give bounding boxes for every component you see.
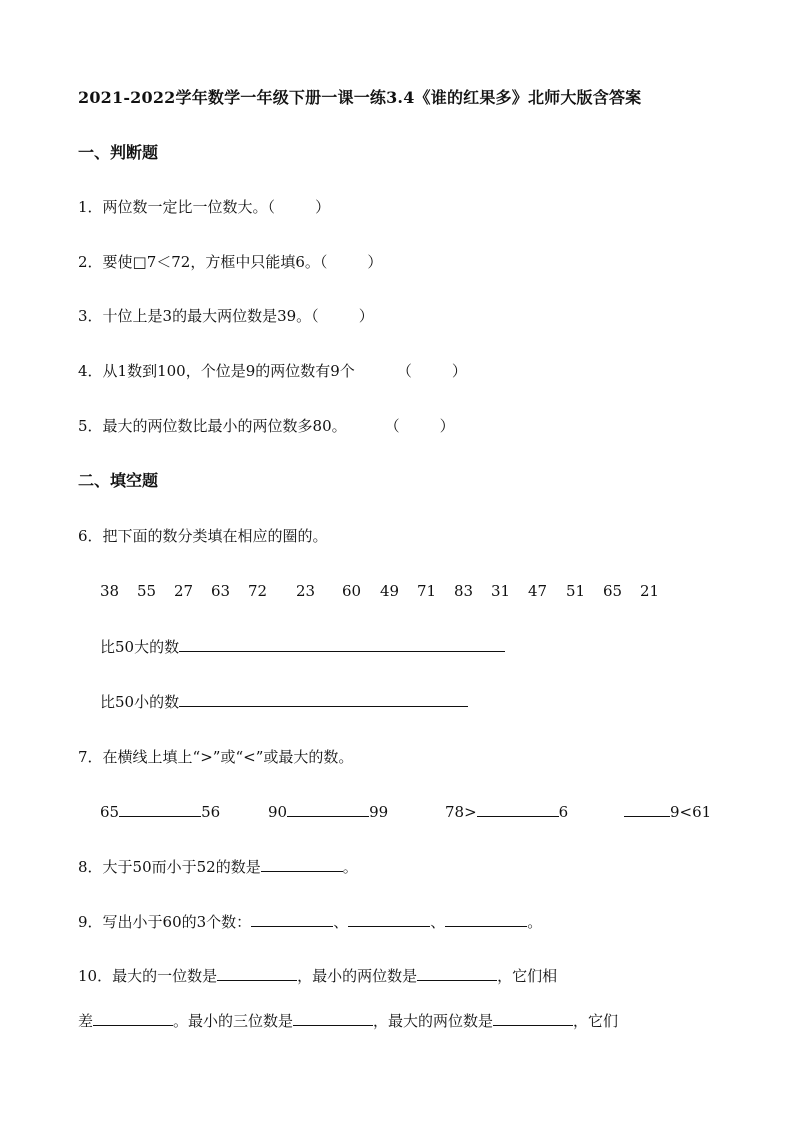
smaller-label: 比50小的数	[100, 693, 180, 711]
question-number: 7．	[78, 748, 103, 766]
answer-blank[interactable]	[261, 857, 343, 872]
close-paren: ）	[451, 362, 467, 380]
question-number: 9．	[78, 913, 103, 931]
number-item: 63	[211, 582, 231, 600]
question-number: 1．	[78, 198, 103, 216]
number-item: 38	[100, 582, 120, 600]
separator: 、	[430, 913, 446, 931]
open-paren: （	[384, 417, 400, 435]
answer-blank[interactable]	[417, 966, 497, 981]
section-heading-fill-blank: 二、填空题	[78, 471, 159, 490]
number-item: 47	[528, 582, 548, 600]
bigger-than-50-row	[100, 637, 505, 657]
answer-blank-2[interactable]	[348, 912, 430, 927]
question-text: 。最小的三位数是	[173, 1012, 294, 1030]
compare-blank[interactable]	[477, 802, 559, 817]
question-text: 大于50而小于52的数是	[102, 858, 261, 876]
open-paren: （	[396, 362, 412, 380]
question-text: 在横线上填上“>”或“<”或最大的数。	[102, 748, 354, 766]
number-item: 55	[137, 582, 157, 600]
question-2	[78, 252, 382, 272]
number-item: 65	[603, 582, 623, 600]
question-text: 把下面的数分类填在相应的圈的。	[102, 527, 328, 545]
question-text: 差	[78, 1012, 94, 1030]
question-text: ，它们	[573, 1012, 619, 1030]
bigger-answer-blank[interactable]	[179, 637, 505, 652]
compare-left: 90	[268, 803, 288, 821]
compare-left: 65	[100, 803, 120, 821]
compare-right: 99	[369, 803, 389, 821]
number-item: 72	[248, 582, 268, 600]
compare-right: 56	[201, 803, 221, 821]
question-number: 4．	[78, 362, 103, 380]
separator: 、	[333, 913, 349, 931]
answer-blank[interactable]	[293, 1011, 373, 1026]
compare-blank[interactable]	[287, 802, 369, 817]
question-text: 十位上是3的最大两位数是39。（	[102, 307, 319, 325]
question-number: 2．	[78, 253, 103, 271]
compare-right: 9<61	[670, 803, 712, 821]
question-6	[78, 526, 328, 546]
compare-item-4	[624, 802, 711, 822]
bigger-label: 比50大的数	[100, 638, 180, 656]
question-text: 两位数一定比一位数大。（	[102, 198, 276, 216]
compare-item-1	[100, 802, 220, 822]
number-item: 51	[566, 582, 586, 600]
answer-blank[interactable]	[493, 1011, 573, 1026]
question-7	[78, 747, 353, 767]
question-text: 要使□7＜72，方框中只能填6。（	[102, 253, 328, 271]
compare-item-2	[268, 802, 388, 822]
question-text: 从1数到100，个位是9的两位数有9个	[102, 362, 355, 380]
answer-blank-3[interactable]	[445, 912, 527, 927]
close-paren: ）	[358, 307, 374, 325]
answer-blank-1[interactable]	[251, 912, 333, 927]
number-item: 21	[640, 582, 660, 600]
answer-blank[interactable]	[217, 966, 297, 981]
number-item: 49	[380, 582, 400, 600]
number-item: 71	[417, 582, 437, 600]
close-paren: ）	[439, 417, 455, 435]
page-title: 2021-2022学年数学一年级下册一课一练3.4《谁的红果多》北师大版含答案	[78, 88, 642, 107]
question-10-line-1	[78, 966, 557, 986]
compare-blank[interactable]	[119, 802, 201, 817]
close-paren: ）	[367, 253, 383, 271]
question-3	[78, 306, 374, 326]
question-number: 8．	[78, 858, 103, 876]
question-text: 写出小于60的3个数：	[102, 913, 252, 931]
number-item: 83	[454, 582, 474, 600]
smaller-answer-blank[interactable]	[179, 692, 468, 707]
period: 。	[342, 858, 358, 876]
question-text: 最大的一位数是	[112, 967, 218, 985]
period: 。	[527, 913, 543, 931]
question-text: ，最小的两位数是	[297, 967, 418, 985]
question-1	[78, 197, 330, 217]
section-heading-true-false: 一、判断题	[78, 143, 159, 162]
question-8	[78, 857, 358, 877]
question-number: 10．	[78, 967, 113, 985]
number-item: 31	[491, 582, 511, 600]
number-item: 60	[342, 582, 362, 600]
question-5	[78, 416, 455, 436]
close-paren: ）	[315, 198, 331, 216]
compare-left: 78>	[445, 803, 477, 821]
question-9	[78, 912, 542, 932]
question-number: 3．	[78, 307, 103, 325]
question-4	[78, 361, 467, 381]
question-number: 6．	[78, 527, 103, 545]
question-text: ，它们相	[497, 967, 558, 985]
question-text: 最大的两位数比最小的两位数多80。	[102, 417, 347, 435]
question-number: 5．	[78, 417, 103, 435]
number-item: 23	[296, 582, 316, 600]
smaller-than-50-row	[100, 692, 468, 712]
compare-blank[interactable]	[624, 802, 670, 817]
number-item: 27	[174, 582, 194, 600]
question-10-line-2	[78, 1011, 618, 1031]
compare-item-3	[445, 802, 568, 822]
question-text: ，最大的两位数是	[373, 1012, 494, 1030]
compare-right: 6	[558, 803, 569, 821]
answer-blank[interactable]	[93, 1011, 173, 1026]
